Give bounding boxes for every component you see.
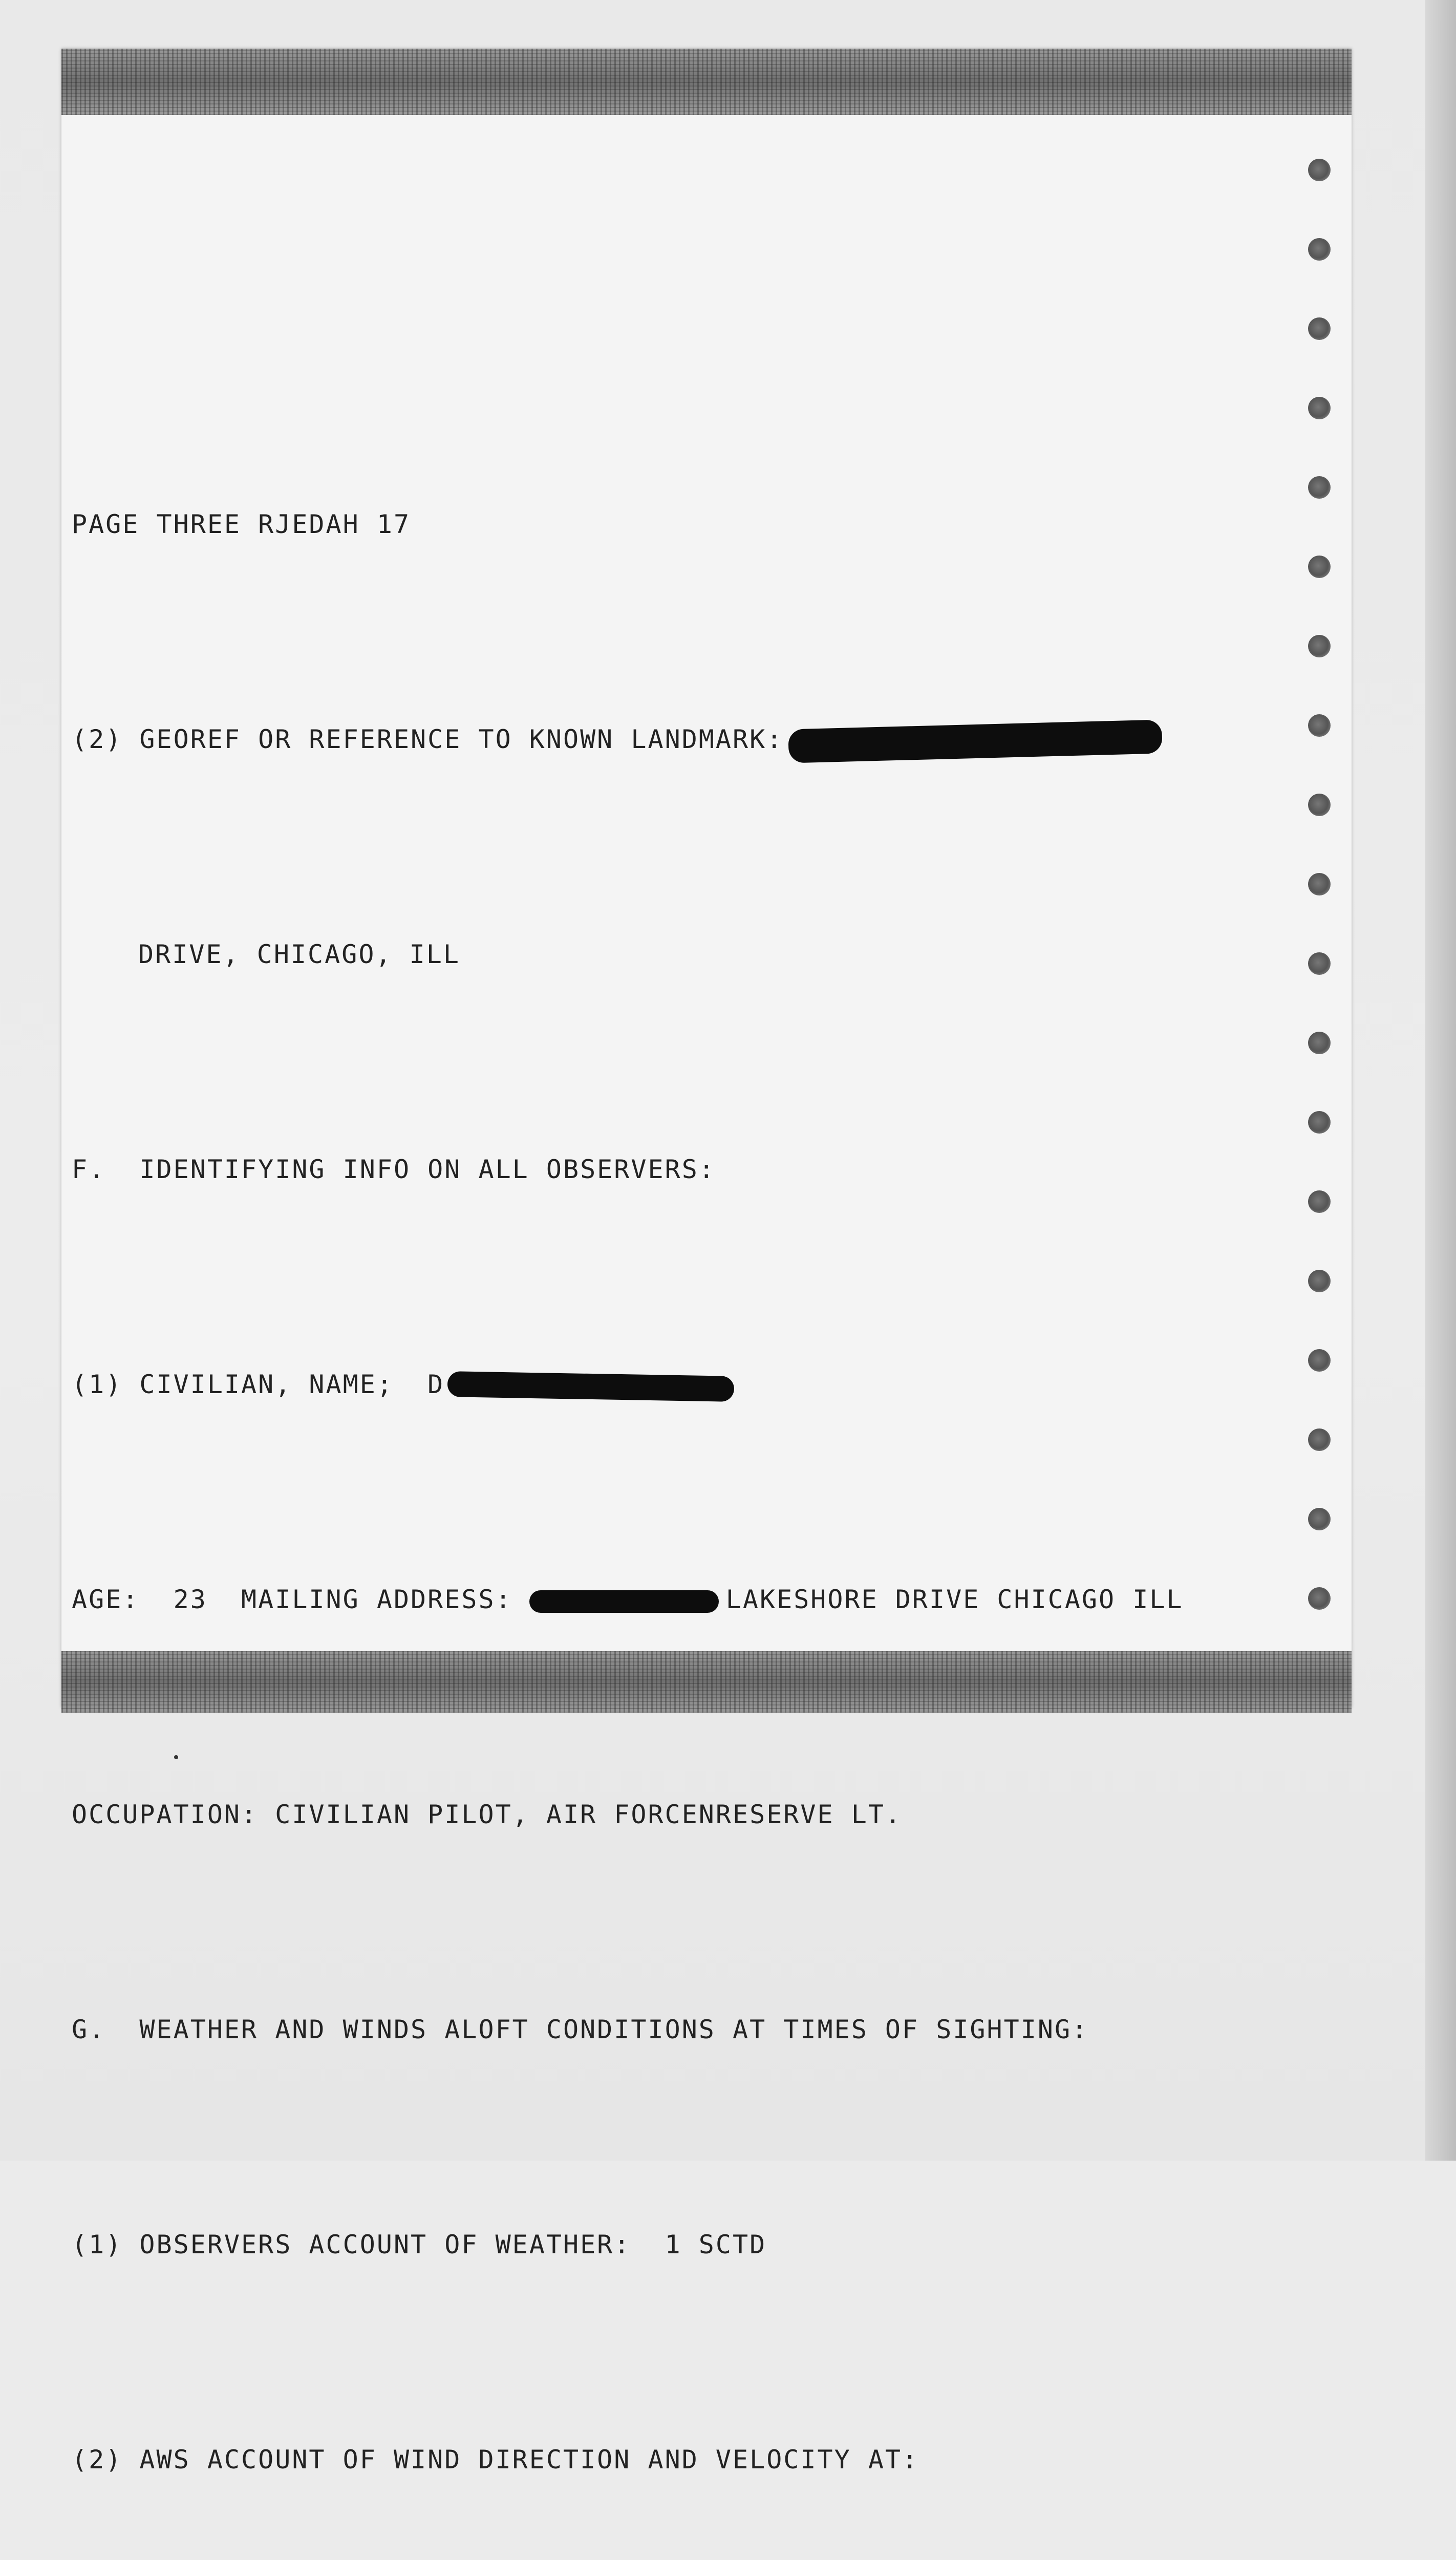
redaction-mark (529, 1590, 719, 1613)
occupation-line: OCCUPATION: CIVILIAN PILOT, AIR FORCENRESERVE LT. (72, 1800, 903, 1829)
feed-hole (1308, 556, 1331, 578)
section-f-heading: F. IDENTIFYING INFO ON ALL OBSERVERS: (72, 1155, 716, 1184)
feed-hole (1308, 476, 1331, 499)
age-address-line (72, 1573, 1249, 1627)
page-header: PAGE THREE RJEDAH 17 (72, 509, 411, 539)
civilian-name-label: (1) CIVILIAN, NAME; (72, 1370, 394, 1399)
feed-hole (1308, 317, 1331, 340)
scan-speck (174, 1755, 178, 1759)
tractor-feed-holes (1308, 159, 1334, 1644)
feed-hole (1308, 1032, 1331, 1054)
feed-hole (1308, 873, 1331, 895)
feed-hole (1308, 1587, 1331, 1610)
feed-hole (1308, 1111, 1331, 1134)
georef-continuation: DRIVE, CHICAGO, ILL (138, 940, 460, 969)
feed-hole (1308, 159, 1331, 181)
observers-weather-line: (1) OBSERVERS ACCOUNT OF WEATHER: 1 SCTD (72, 2230, 767, 2259)
feed-hole (1308, 1270, 1331, 1292)
feed-hole (1308, 397, 1331, 419)
redaction-mark (788, 719, 1163, 763)
feed-hole (1308, 1508, 1331, 1530)
age-address-label: AGE: 23 MAILING ADDRESS: (72, 1585, 512, 1614)
feed-hole (1308, 1190, 1331, 1213)
feed-hole (1308, 1428, 1331, 1451)
redaction-mark (447, 1371, 735, 1402)
feed-hole (1308, 714, 1331, 737)
civilian-name-line (72, 1358, 1249, 1412)
civilian-name-initial: D (427, 1370, 445, 1399)
feed-hole (1308, 952, 1331, 975)
aws-wind-line: (2) AWS ACCOUNT OF WIND DIRECTION AND VELOCITY AT: (72, 2445, 919, 2474)
feed-hole (1308, 794, 1331, 816)
georef-line (72, 713, 1249, 766)
top-tear-band (61, 49, 1352, 115)
section-g-heading: G. WEATHER AND WINDS ALOFT CONDITIONS AT TIMES OF SIGHTING: (72, 2015, 1089, 2044)
typed-report-text (72, 390, 1249, 2560)
georef-label: (2) GEOREF OR REFERENCE TO KNOWN LANDMARK: (72, 724, 784, 754)
feed-hole (1308, 238, 1331, 261)
address-suffix: LAKESHORE DRIVE CHICAGO ILL (725, 1585, 1184, 1614)
feed-hole (1308, 1349, 1331, 1372)
feed-hole (1308, 635, 1331, 657)
scan-edge (1425, 0, 1456, 2161)
